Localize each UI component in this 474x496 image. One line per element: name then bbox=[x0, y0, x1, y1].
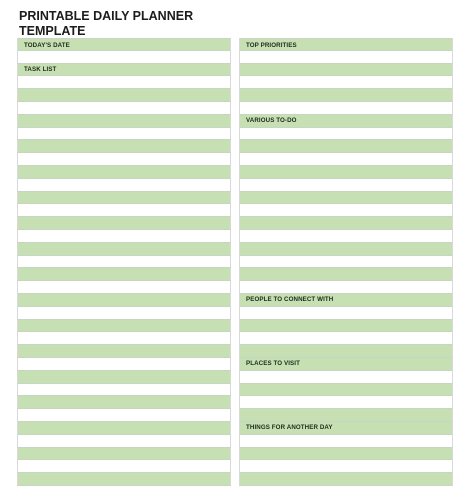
task-list-row[interactable] bbox=[17, 102, 231, 115]
various-todo-label: VARIOUS TO-DO bbox=[246, 117, 297, 125]
task-list-label: TASK LIST bbox=[24, 66, 57, 74]
people-to-connect-row[interactable] bbox=[239, 332, 453, 345]
title-line-2: TEMPLATE bbox=[19, 23, 86, 38]
things-for-another-day-row[interactable] bbox=[239, 460, 453, 473]
task-list-row[interactable] bbox=[17, 76, 231, 89]
people-to-connect-row[interactable] bbox=[239, 307, 453, 320]
todays-date-row[interactable] bbox=[17, 38, 231, 51]
title-line-1: PRINTABLE DAILY PLANNER bbox=[19, 9, 194, 23]
various-todo-row[interactable] bbox=[239, 192, 453, 205]
various-todo-row[interactable] bbox=[239, 166, 453, 179]
people-to-connect-row[interactable] bbox=[239, 320, 453, 333]
various-todo-row[interactable] bbox=[239, 256, 453, 269]
task-list-row[interactable] bbox=[17, 358, 231, 371]
people-to-connect-row[interactable] bbox=[239, 345, 453, 358]
people-to-connect-label: PEOPLE TO CONNECT WITH bbox=[246, 296, 334, 304]
task-list-row[interactable] bbox=[17, 230, 231, 243]
task-list-row[interactable] bbox=[17, 448, 231, 461]
things-for-another-day-row[interactable] bbox=[239, 435, 453, 448]
todays-date-label: TODAY'S DATE bbox=[24, 41, 70, 49]
various-todo-row[interactable] bbox=[239, 153, 453, 166]
left-column bbox=[17, 38, 231, 486]
task-list-row[interactable] bbox=[17, 345, 231, 358]
places-to-visit-row[interactable] bbox=[239, 371, 453, 384]
things-for-another-day-label: THINGS FOR ANOTHER DAY bbox=[246, 424, 333, 432]
task-list-row[interactable] bbox=[17, 409, 231, 422]
page-title bbox=[19, 9, 279, 38]
right-column bbox=[239, 38, 453, 486]
places-to-visit-label: PLACES TO VISIT bbox=[246, 360, 300, 368]
task-list-row[interactable] bbox=[17, 153, 231, 166]
things-for-another-day-header-row[interactable] bbox=[239, 422, 453, 435]
task-list-row[interactable] bbox=[17, 204, 231, 217]
various-todo-row[interactable] bbox=[239, 140, 453, 153]
task-list-row[interactable] bbox=[17, 166, 231, 179]
task-list-row[interactable] bbox=[17, 396, 231, 409]
task-list-row[interactable] bbox=[17, 268, 231, 281]
task-list-row[interactable] bbox=[17, 371, 231, 384]
todays-date-entry-row[interactable] bbox=[17, 51, 231, 64]
places-to-visit-row[interactable] bbox=[239, 384, 453, 397]
places-to-visit-row[interactable] bbox=[239, 409, 453, 422]
task-list-row[interactable] bbox=[17, 115, 231, 128]
task-list-row[interactable] bbox=[17, 217, 231, 230]
various-todo-row[interactable] bbox=[239, 179, 453, 192]
various-todo-row[interactable] bbox=[239, 268, 453, 281]
task-list-row[interactable] bbox=[17, 422, 231, 435]
people-to-connect-header-row[interactable] bbox=[239, 294, 453, 307]
various-todo-row[interactable] bbox=[239, 204, 453, 217]
various-todo-row[interactable] bbox=[239, 243, 453, 256]
task-list-row[interactable] bbox=[17, 281, 231, 294]
task-list-row[interactable] bbox=[17, 384, 231, 397]
top-priorities-header-row[interactable] bbox=[239, 38, 453, 51]
task-list-row[interactable] bbox=[17, 307, 231, 320]
things-for-another-day-row[interactable] bbox=[239, 473, 453, 486]
task-list-row[interactable] bbox=[17, 435, 231, 448]
things-for-another-day-row[interactable] bbox=[239, 448, 453, 461]
places-to-visit-row[interactable] bbox=[239, 396, 453, 409]
task-list-row[interactable] bbox=[17, 179, 231, 192]
various-todo-header-row[interactable] bbox=[239, 115, 453, 128]
top-priorities-row[interactable] bbox=[239, 51, 453, 64]
task-list-row[interactable] bbox=[17, 473, 231, 486]
various-todo-row[interactable] bbox=[239, 281, 453, 294]
task-list-row[interactable] bbox=[17, 128, 231, 141]
task-list-row[interactable] bbox=[17, 256, 231, 269]
task-list-row[interactable] bbox=[17, 332, 231, 345]
task-list-row[interactable] bbox=[17, 192, 231, 205]
task-list-row[interactable] bbox=[17, 460, 231, 473]
task-list-row[interactable] bbox=[17, 243, 231, 256]
various-todo-row[interactable] bbox=[239, 128, 453, 141]
various-todo-row[interactable] bbox=[239, 230, 453, 243]
top-priorities-row[interactable] bbox=[239, 76, 453, 89]
task-list-row[interactable] bbox=[17, 320, 231, 333]
various-todo-row[interactable] bbox=[239, 217, 453, 230]
task-list-row[interactable] bbox=[17, 89, 231, 102]
task-list-row[interactable] bbox=[17, 294, 231, 307]
top-priorities-row[interactable] bbox=[239, 102, 453, 115]
top-priorities-row[interactable] bbox=[239, 89, 453, 102]
top-priorities-row[interactable] bbox=[239, 64, 453, 77]
task-list-row[interactable] bbox=[17, 140, 231, 153]
places-to-visit-header-row[interactable] bbox=[239, 358, 453, 371]
task-list-header-row[interactable] bbox=[17, 64, 231, 77]
top-priorities-label: TOP PRIORITIES bbox=[246, 41, 297, 49]
